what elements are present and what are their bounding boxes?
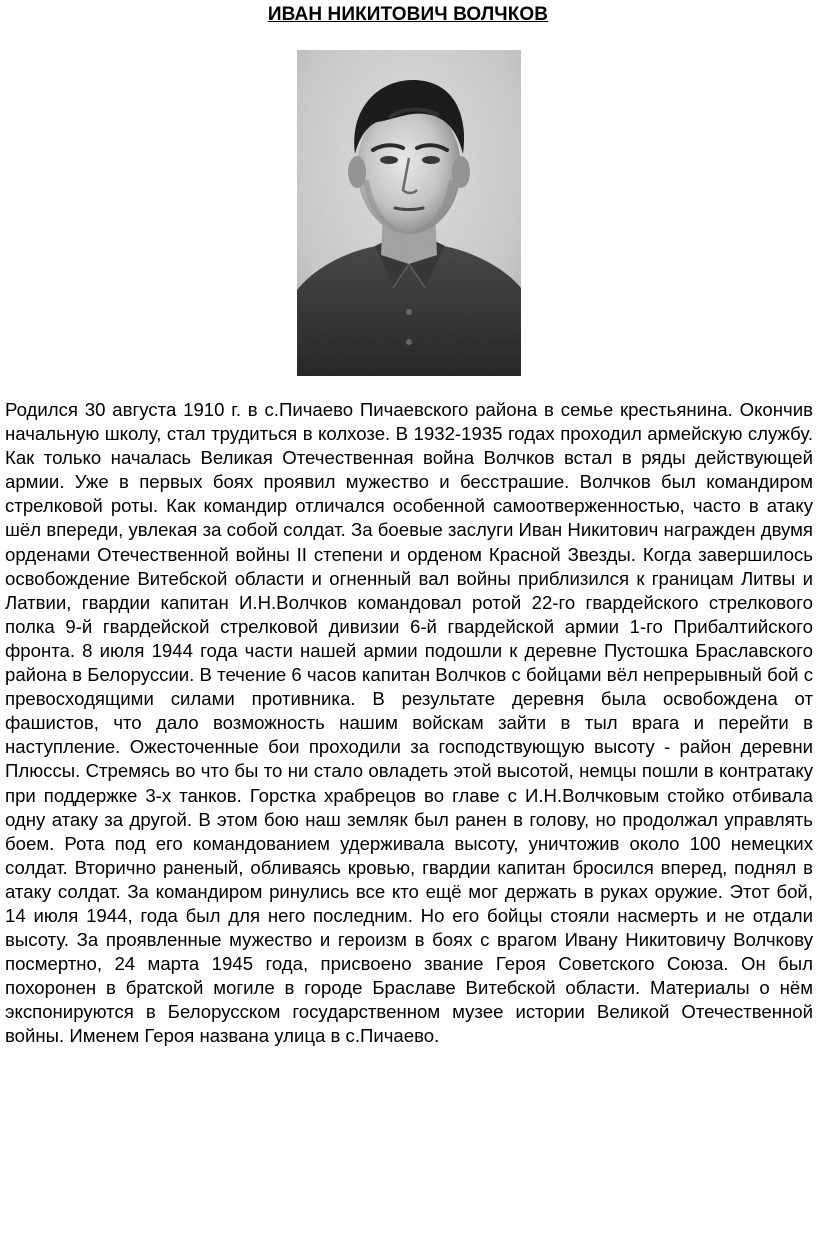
page-title: ИВАН НИКИТОВИЧ ВОЛЧКОВ bbox=[267, 4, 549, 25]
portrait-photo bbox=[297, 50, 521, 376]
biography-text: Родился 30 августа 1910 г. в с.Пичаево Пичаевского района в семье крестьянина. Окончив начальную школу, стал трудиться в колхозе. В 1932-1935 годах проходил армейскую службу. Как только началась Великая Отечественная война Волчков встал в ряды действующей армии. Уже в первых боях проявил мужество и бесстрашие. Волчков был командиром стрелковой роты. Как командир отличался особенной самоотверженностью, часто в атаку шёл впереди, увлекая за собой солдат. За боевые заслуги Иван Никитович награжден двумя орденами Отечественной войны II степени и орденом Красной Звезды. Когда завершилось освобождение Витебской области и огненный вал войны приблизился к границам Литвы и Латвии, гвардии капитан И.Н.Волчков командовал ротой 22-го гвардейского стрелкового полка 9-й гвардейской стрелковой дивизии 6-й гвардейской армии 1-го Прибалтийского фронта. 8 июля 1944 года части нашей армии подошли к деревне Пустошка Браславского района в Белоруссии. В течение 6 часов капитан Волчков с бойцами вёл непрерывный бой с превосходящими силами противника. В результате деревня была освобождена от фашистов, что дало возможность нашим войскам зайти в тыл врага и перейти в наступление. Ожесточенные бои проходили за господствующую высоту - район деревни Плюссы. Стремясь во что бы то ни стало овладеть этой высотой, немцы пошли в контратаку при поддержке 3-х танков. Горстка храбрецов во главе с И.Н.Волчковым стойко отбивала одну атаку за другой. В этом бою наш земляк был ранен в голову, но продолжал управлять боем. Рота под его командованием удерживала высоту, уничтожив около 100 немецких солдат. Вторично раненый, обливаясь кровью, гвардии капитан бросился вперед, поднял в атаку солдат. За командиром ринулись все кто ещё мог держать в руках оружие. Этот бой, 14 июля 1944, года был для него последним. Но его бойцы стояли насмерть и не отдали высоту. За проявленные мужество и героизм в боях с врагом Ивану Никитовичу Волчкову посмертно, 24 марта 1945 года, присвоено звание Героя Советского Союза. Он был похоронен в братской могиле в городе Браславе Витебской области. Материалы о нём экспонируются в Белорусском государственном музее истории Великой Отечественной войны. Именем Героя названа улица в с.Пичаево. bbox=[5, 399, 813, 1047]
